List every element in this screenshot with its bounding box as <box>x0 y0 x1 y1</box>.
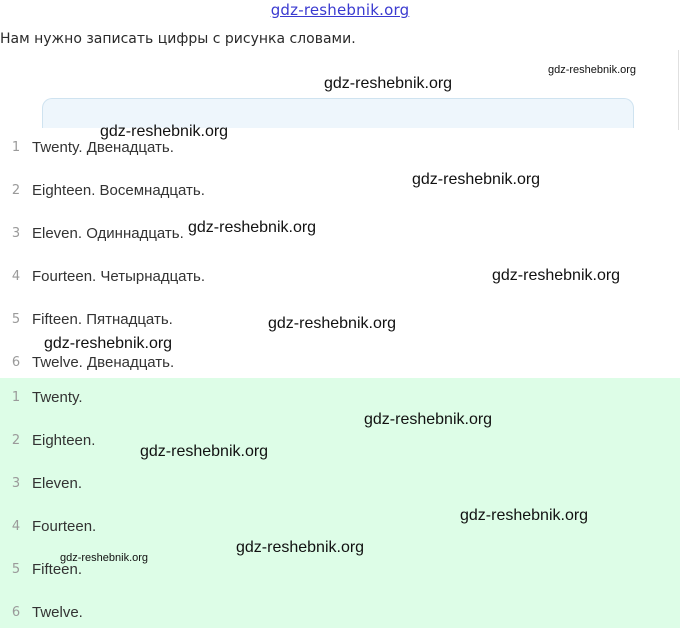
line-number: 6 <box>11 604 21 620</box>
watermark: gdz-reshebnik.org <box>364 411 493 428</box>
list-item <box>0 307 173 331</box>
line-text: Eighteen. Восемнадцать. <box>32 181 205 199</box>
line-number: 4 <box>11 518 21 534</box>
line-text: Twenty. Двенадцать. <box>32 138 174 156</box>
list-item <box>0 471 82 495</box>
watermark: gdz-reshebnik.org <box>236 539 365 556</box>
divider <box>678 50 679 130</box>
list-item <box>0 264 205 288</box>
list-item <box>0 350 174 374</box>
intro-text: Нам нужно записать цифры с рисунка словами. <box>0 31 356 47</box>
line-number: 6 <box>11 354 21 370</box>
line-text: Eighteen. <box>32 431 96 449</box>
line-text: Eleven. Одиннадцать. <box>32 224 184 242</box>
line-number: 4 <box>11 268 21 284</box>
line-text: Fourteen. <box>32 517 97 535</box>
line-number: 1 <box>11 389 21 405</box>
watermark: gdz-reshebnik.org <box>268 315 397 332</box>
watermark: gdz-reshebnik.org <box>548 64 637 76</box>
line-text: Eleven. <box>32 474 83 492</box>
line-text: Twelve. <box>32 603 83 621</box>
list-item <box>0 514 96 538</box>
watermark: gdz-reshebnik.org <box>60 552 149 564</box>
line-number: 2 <box>11 432 21 448</box>
watermark: gdz-reshebnik.org <box>324 75 453 92</box>
line-number: 5 <box>11 561 21 577</box>
watermark: gdz-reshebnik.org <box>44 335 173 352</box>
answer-block <box>0 378 680 628</box>
line-text: Fifteen. Пятнадцать. <box>32 310 173 328</box>
list-item <box>0 385 83 409</box>
list-item <box>0 428 95 452</box>
line-number: 3 <box>11 225 21 241</box>
line-number: 5 <box>11 311 21 327</box>
line-text: Twelve. Двенадцать. <box>32 353 175 371</box>
watermark: gdz-reshebnik.org <box>100 123 229 140</box>
line-text: Fourteen. Четырнадцать. <box>32 267 206 285</box>
list-item <box>0 221 184 245</box>
watermark: gdz-reshebnik.org <box>460 507 589 524</box>
watermark: gdz-reshebnik.org <box>140 443 269 460</box>
watermark: gdz-reshebnik.org <box>492 267 621 284</box>
line-number: 1 <box>11 139 21 155</box>
list-item <box>0 178 205 202</box>
watermark: gdz-reshebnik.org <box>188 219 317 236</box>
line-number: 2 <box>11 182 21 198</box>
line-number: 3 <box>11 475 21 491</box>
site-header-link[interactable]: gdz-reshebnik.org <box>270 1 410 19</box>
line-text: Twenty. <box>32 388 83 406</box>
line-text: Fifteen. <box>32 560 83 578</box>
watermark: gdz-reshebnik.org <box>412 171 541 188</box>
list-item <box>0 600 83 624</box>
